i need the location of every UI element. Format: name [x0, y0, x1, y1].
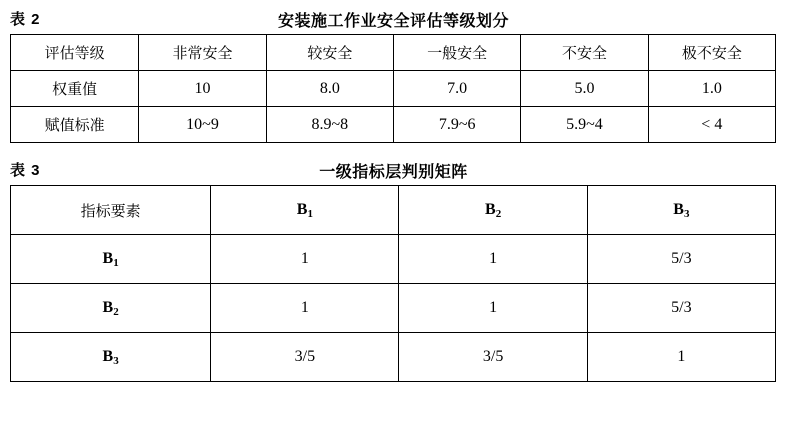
table-3-cell: 3/5 [399, 333, 587, 382]
table-row [11, 284, 776, 333]
table-3-title: 一级指标层判别矩阵 [319, 164, 468, 181]
table-row [11, 186, 776, 235]
table-3 [10, 185, 776, 382]
table-3-cell: 1 [399, 284, 587, 333]
b-symbol: $B_3$ [673, 201, 690, 220]
table-3-caption [10, 159, 777, 185]
table-2-block [10, 8, 777, 143]
table-2-cell: 8.0 [266, 71, 393, 107]
table-2-cell: 10 [139, 71, 266, 107]
table-row [11, 71, 776, 107]
table-2-cell: 10~9 [139, 107, 266, 143]
table-2-cell: 权重值 [11, 71, 139, 107]
table-3-header-cell [587, 186, 775, 235]
table-3-block [10, 159, 777, 382]
table-2-cell: 1.0 [648, 71, 775, 107]
table-row [11, 107, 776, 143]
table-2-title: 安装施工作业安全评估等级划分 [277, 13, 509, 30]
table-3-cell: 1 [399, 235, 587, 284]
table-2-cell: 赋值标准 [11, 107, 139, 143]
block-spacer [10, 149, 777, 159]
b-symbol: $B_2$ [485, 201, 502, 220]
table-2 [10, 34, 776, 143]
table-row [11, 235, 776, 284]
table-3-row-label [11, 235, 211, 284]
b-symbol: $B_1$ [102, 250, 119, 269]
table-2-cell: 5.9~4 [521, 107, 648, 143]
table-2-cell: < 4 [648, 107, 775, 143]
table-3-row-label [11, 333, 211, 382]
table-2-cell: 极不安全 [648, 35, 775, 71]
table-row [11, 333, 776, 382]
table-3-header-cell [211, 186, 399, 235]
table-3-cell: 5/3 [587, 235, 775, 284]
table-3-row-label [11, 284, 211, 333]
table-2-cell: 非常安全 [139, 35, 266, 71]
table-3-header-cell [399, 186, 587, 235]
b-symbol: $B_1$ [296, 201, 313, 220]
table-3-cell: 1 [211, 284, 399, 333]
b-symbol: $B_3$ [102, 348, 119, 367]
table-2-cell: 5.0 [521, 71, 648, 107]
table-3-cell: 1 [211, 235, 399, 284]
table-2-cell: 评估等级 [11, 35, 139, 71]
table-3-cell: 3/5 [211, 333, 399, 382]
table-row [11, 35, 776, 71]
table-3-cell: 5/3 [587, 284, 775, 333]
table-3-header-cell: 指标要素 [11, 186, 211, 235]
table-2-caption [10, 8, 777, 34]
table-3-cell: 1 [587, 333, 775, 382]
table-2-cell: 7.9~6 [393, 107, 520, 143]
table-2-cell: 8.9~8 [266, 107, 393, 143]
table-2-cell: 7.0 [393, 71, 520, 107]
table-2-cell: 不安全 [521, 35, 648, 71]
table-2-label: 表 2 [10, 11, 41, 28]
b-symbol: $B_2$ [102, 299, 119, 318]
table-2-cell: 一般安全 [393, 35, 520, 71]
table-3-label: 表 3 [10, 162, 41, 179]
table-2-cell: 较安全 [266, 35, 393, 71]
